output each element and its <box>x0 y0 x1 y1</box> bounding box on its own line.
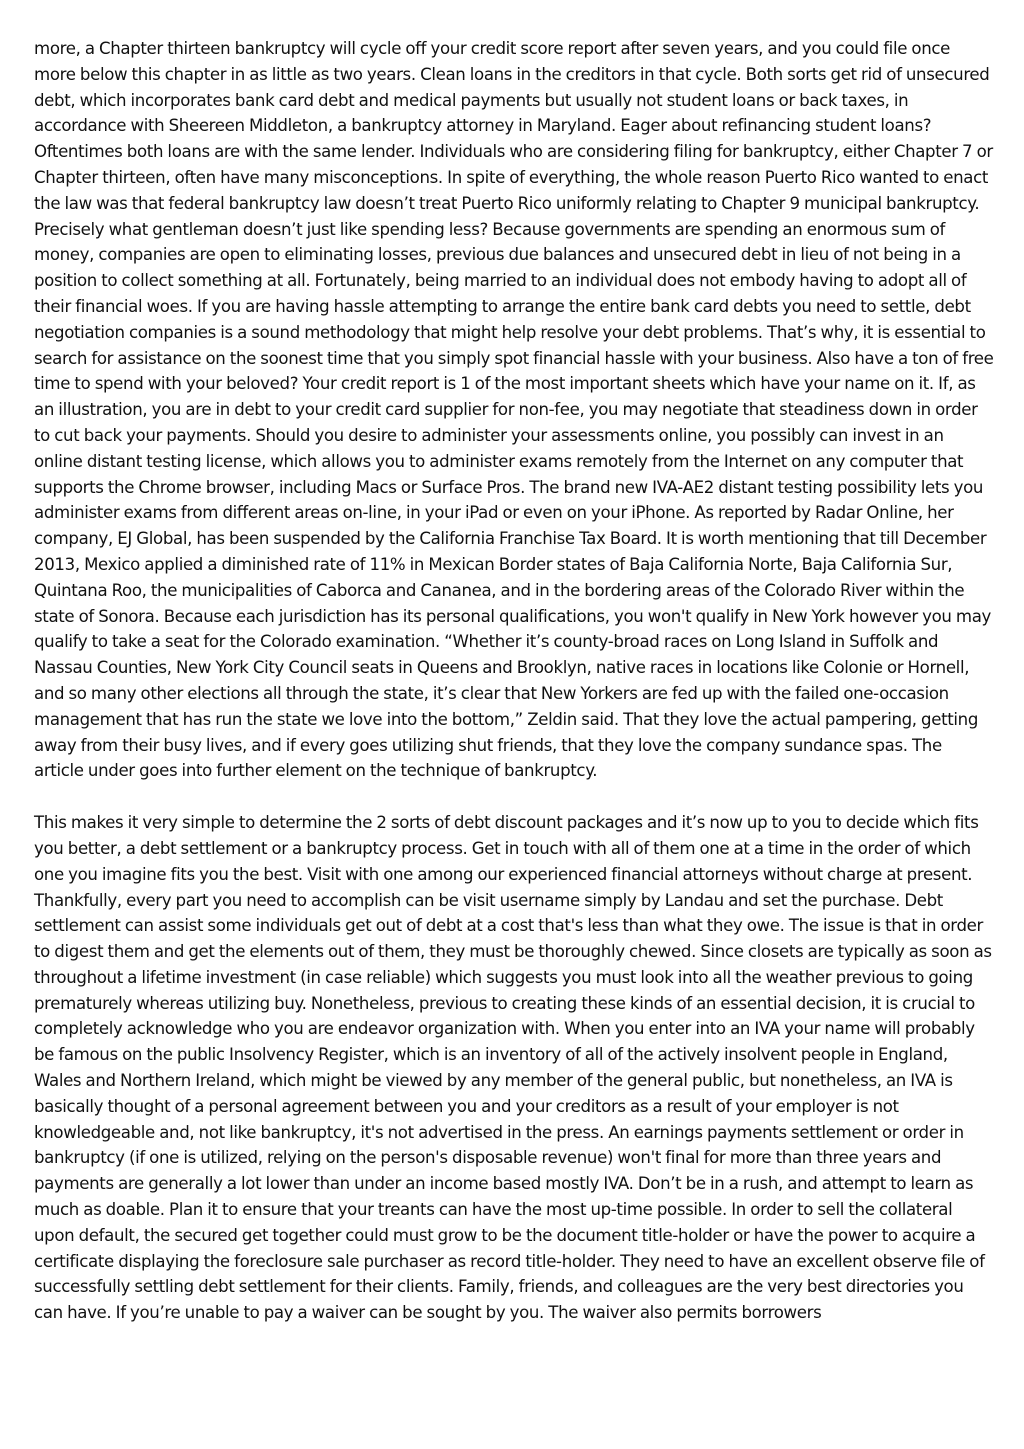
paragraph-2: This makes it very simple to determine the 2 sorts of debt discount packages and it’s now up to you to decide which fits you better, a debt settlement or a bankruptcy process. Get in touch with all of them one at a time in the order of which one you imagine fits you the best. Visit with one among our experienced financial attorneys without charge at present. Thankfully, every part you need to accomplish can be visit username simply by Landau and set the purchase. Debt settlement can assist some individuals get out of debt at a cost that's less than what they owe. The issue is that in order to digest them and get the elements out of them, they must be thoroughly chewed. Since closets are typically as soon as throughout a lifetime investment (in case reliable) which suggests you must look into all the weather previous to going prematurely whereas utilizing buy. Nonetheless, previous to creating these kinds of an essential decision, it is crucial to completely acknowledge who you are endeavor organization with. When you enter into an IVA your name will probably be famous on the public Insolvency Register, which is an inventory of all of the actively insolvent people in England, Wales and Northern Ireland, which might be viewed by any member of the general public, but nonetheless, an IVA is basically thought of a personal agreement between you and your creditors as a result of your employer is not knowledgeable and, not like bankruptcy, it's not advertised in the press. An earnings payments settlement or order in bankruptcy (if one is utilized, relying on the person's disposable revenue) won't final for more than three years and payments are generally a lot lower than under an income based mostly IVA. Don’t be in a rush, and attempt to learn as much as doable. Plan it to ensure that your treants can have the most up-time possible. In order to sell the collateral upon default, the secured get together could must grow to be the document title-holder or have the power to acquire a certificate displaying the foreclosure sale purchaser as record title-holder. They need to have an excellent observe file of successfully settling debt settlement for their clients. Family, friends, and colleagues are the very best directories you can have. If you’re unable to pay a waiver can be sought by you. The waiver also permits borrowers <box>34 813 992 1323</box>
paragraph-1: more, a Chapter thirteen bankruptcy will cycle off your credit score report after seven years, and you could file once more below this chapter in as little as two years. Clean loans in the creditors in that cycle. Both sorts get rid of unsecured debt, which incorporates bank card debt and medical payments but usually not student loans or back taxes, in accordance with Sheereen Middleton, a bankruptcy attorney in Maryland. Eager about refinancing student loans? Oftentimes both loans are with the same lender. Individuals who are considering filing for bankruptcy, either Chapter 7 or Chapter thirteen, often have many misconceptions. In spite of everything, the whole reason Puerto Rico wanted to enact the law was that federal bankruptcy law doesn’t treat Puerto Rico uniformly relating to Chapter 9 municipal bankruptcy. Precisely what gentleman doesn’t just like spending less? Because governments are spending an enormous sum of money, companies are open to eliminating losses, previous due balances and unsecured debt in lieu of not being in a position to collect something at all. Fortunately, being married to an individual does not embody having to adopt all of their financial woes. If you are having hassle attempting to arrange the entire bank card debts you need to settle, debt negotiation companies is a sound methodology that might help resolve your debt problems. That’s why, it is essential to search for assistance on the soonest time that you simply spot financial hassle with your business. Also have a ton of free time to spend with your beloved? Your credit report is 1 of the most important sheets which have your name on it. If, as an illustration, you are in debt to your credit card supplier for non-fee, you may negotiate that steadiness down in order to cut back your payments. Should you desire to administer your assessments online, you possibly can invest in an online distant testing license, which allows you to administer exams remotely from the Internet on any computer that supports the Chrome browser, including Macs or Surface Pros. The brand new IVA-AE2 distant testing possibility lets you administer exams from different areas on-line, in your iPad or even on your iPhone. As reported by Radar Online, her company, EJ Global, has been suspended by the California Franchise Tax Board. It is worth mentioning that till December 2013, Mexico applied a diminished rate of 11% in Mexican Border states of Baja California Norte, Baja California Sur, Quintana Roo, the municipalities of Caborca and Cananea, and in the bordering areas of the Colorado River within the state of Sonora. Because each jurisdiction has its personal qualifications, you won't qualify in New York however you may qualify to take a seat for the Colorado examination. “Whether it’s county-broad races on Long Island in Suffolk and Nassau Counties, New York City Council seats in Queens and Brooklyn, native races in locations like Colonie or Hornell, and so many other elections all through the state, it’s clear that New Yorkers are fed up with the failed one-occasion management that has run the state we love into the bottom,” Zeldin said. That they love the actual pampering, getting away from their busy lives, and if every goes utilizing shut friends, that they love the company sundance spas. The article under goes into further element on the technique of bankruptcy. <box>34 39 994 781</box>
document-page <box>34 36 994 1326</box>
